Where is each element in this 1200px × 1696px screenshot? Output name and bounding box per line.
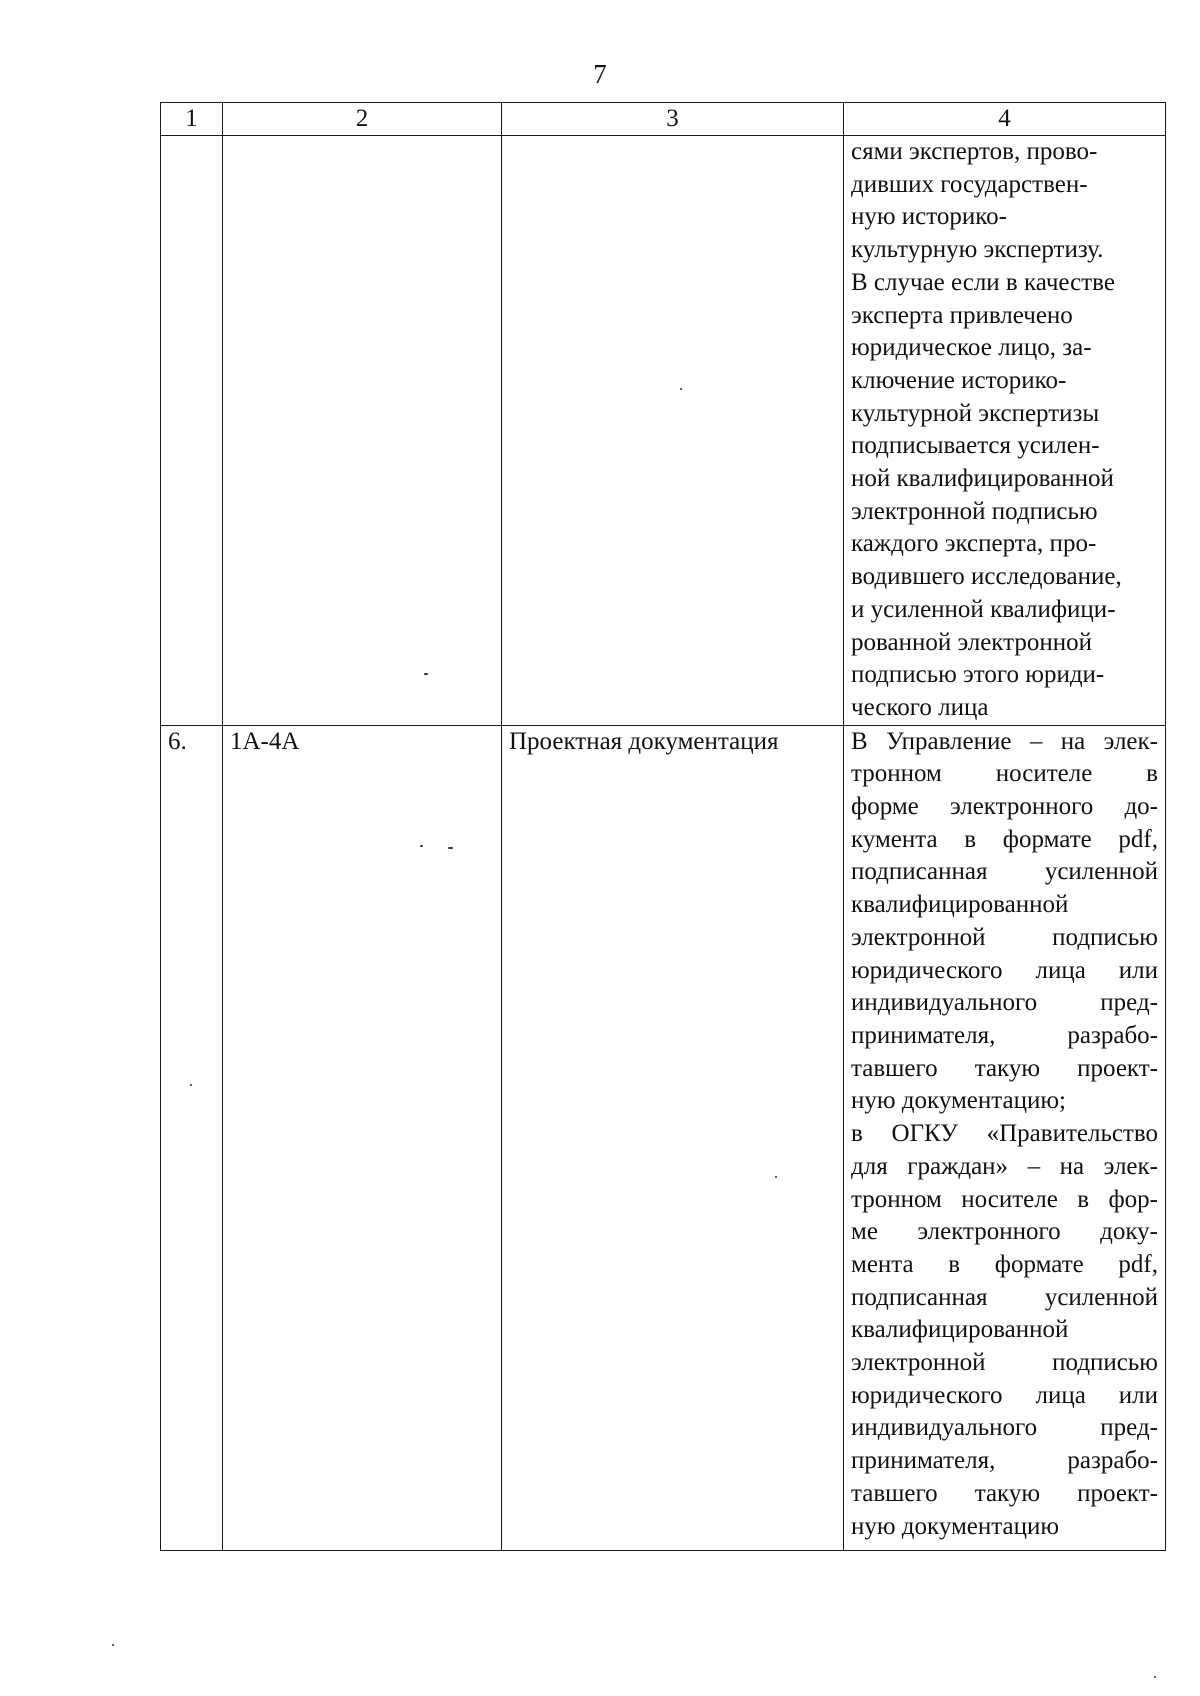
- scan-speck: [775, 1176, 777, 1178]
- row2-col4-line: в ОГКУ «Правительство: [851, 1120, 1158, 1148]
- row2-col4-line: подписанная усиленной: [851, 858, 1158, 886]
- row2-col4-line: квалифицированной: [851, 1316, 1069, 1344]
- row2-code: 1А-4А: [223, 725, 502, 1550]
- row2-col4-line: В Управление – на элек-: [851, 727, 1158, 755]
- row2-col4-line: принимателя, разрабо-: [851, 1021, 1158, 1049]
- scan-speck: [448, 847, 453, 849]
- row2-col4: [844, 725, 1166, 1550]
- row2-col4-line: тавшего такую проект-: [851, 1479, 1158, 1507]
- header-col-4: 4: [844, 103, 1166, 136]
- row1-col4-line: В случае если в качестве: [851, 268, 1115, 296]
- row1-col4-line: каждого эксперта, про-: [851, 530, 1097, 558]
- scan-speck: [424, 673, 428, 675]
- page-number: 7: [593, 59, 607, 89]
- row1-col4-line: подписью этого юриди-: [851, 661, 1105, 689]
- scan-speck: [1154, 1676, 1156, 1678]
- row1-col3: [502, 136, 844, 726]
- row2-col4-line: индивидуального пред-: [851, 989, 1158, 1017]
- table-row: [161, 725, 1166, 1550]
- row1-col4-line: водившего исследование,: [851, 563, 1122, 591]
- row2-col4-line: ную документацию;: [851, 1087, 1066, 1115]
- row1-col1: [161, 136, 223, 726]
- row1-col4: [844, 136, 1166, 726]
- row2-doc-type: Проектная документация: [502, 725, 844, 1550]
- row1-col4-line: культурной экспертизы: [851, 399, 1100, 427]
- document-table: [160, 102, 1166, 1551]
- row2-col4-line: тронном носителе в: [851, 760, 1158, 788]
- row1-col4-line: культурную экспертизу.: [851, 236, 1104, 264]
- row1-col4-line: юридическое лицо, за-: [851, 334, 1092, 362]
- row2-col4-line: тронном носителе в фор-: [851, 1185, 1158, 1213]
- row1-col4-line: рованной электронной: [851, 628, 1092, 656]
- row2-col4-line: юридического лица или: [851, 956, 1158, 984]
- row2-col4-line: ную документацию: [851, 1512, 1060, 1540]
- row2-col4-line: юридического лица или: [851, 1381, 1158, 1409]
- row2-col4-line: кумента в формате pdf,: [851, 825, 1158, 853]
- row1-col4-line: ной квалифицированной: [851, 465, 1114, 493]
- row1-col4-line: подписывается усилен-: [851, 432, 1100, 460]
- header-col-3: 3: [502, 103, 844, 136]
- scan-speck: [112, 1644, 114, 1646]
- row1-col4-line: ческого лица: [851, 693, 989, 721]
- row2-col4-line: индивидуального пред-: [851, 1414, 1158, 1442]
- row1-col4-line: дивших государствен-: [851, 170, 1088, 198]
- row1-col2: [223, 136, 502, 726]
- header-col-1: 1: [161, 103, 223, 136]
- header-col-2: 2: [223, 103, 502, 136]
- row1-col4-line: электронной подписью: [851, 497, 1098, 525]
- row1-col4-line: ключение историко-: [851, 366, 1067, 394]
- row2-col4-line: ме электронного доку-: [851, 1218, 1158, 1246]
- row2-col4-line: электронной подписью: [851, 1349, 1158, 1377]
- row1-col4-line: и усиленной квалифици-: [851, 595, 1116, 623]
- row2-number: 6.: [161, 725, 223, 1550]
- scan-speck: [190, 1084, 192, 1086]
- scan-speck: [420, 845, 423, 847]
- table-row: [161, 136, 1166, 726]
- row2-col4-line: тавшего такую проект-: [851, 1054, 1158, 1082]
- row2-col4-line: электронной подписью: [851, 923, 1158, 951]
- row2-col4-line: форме электронного до-: [851, 793, 1158, 821]
- row2-col4-line: подписанная усиленной: [851, 1283, 1158, 1311]
- table-header-row: [161, 103, 1166, 136]
- row2-col4-text: [851, 726, 1158, 1544]
- row2-col4-line: для граждан» – на элек-: [851, 1152, 1158, 1180]
- row1-col4-text: [851, 136, 1158, 725]
- scan-speck: [680, 388, 682, 390]
- row2-col4-line: принимателя, разрабо-: [851, 1447, 1158, 1475]
- row2-col4-line: мента в формате pdf,: [851, 1250, 1158, 1278]
- row2-col4-line: квалифицированной: [851, 891, 1069, 919]
- row1-col4-line: сями экспертов, прово-: [851, 138, 1098, 165]
- row1-col4-line: ную историко-: [851, 203, 1007, 231]
- row1-col4-line: эксперта привлечено: [851, 301, 1073, 329]
